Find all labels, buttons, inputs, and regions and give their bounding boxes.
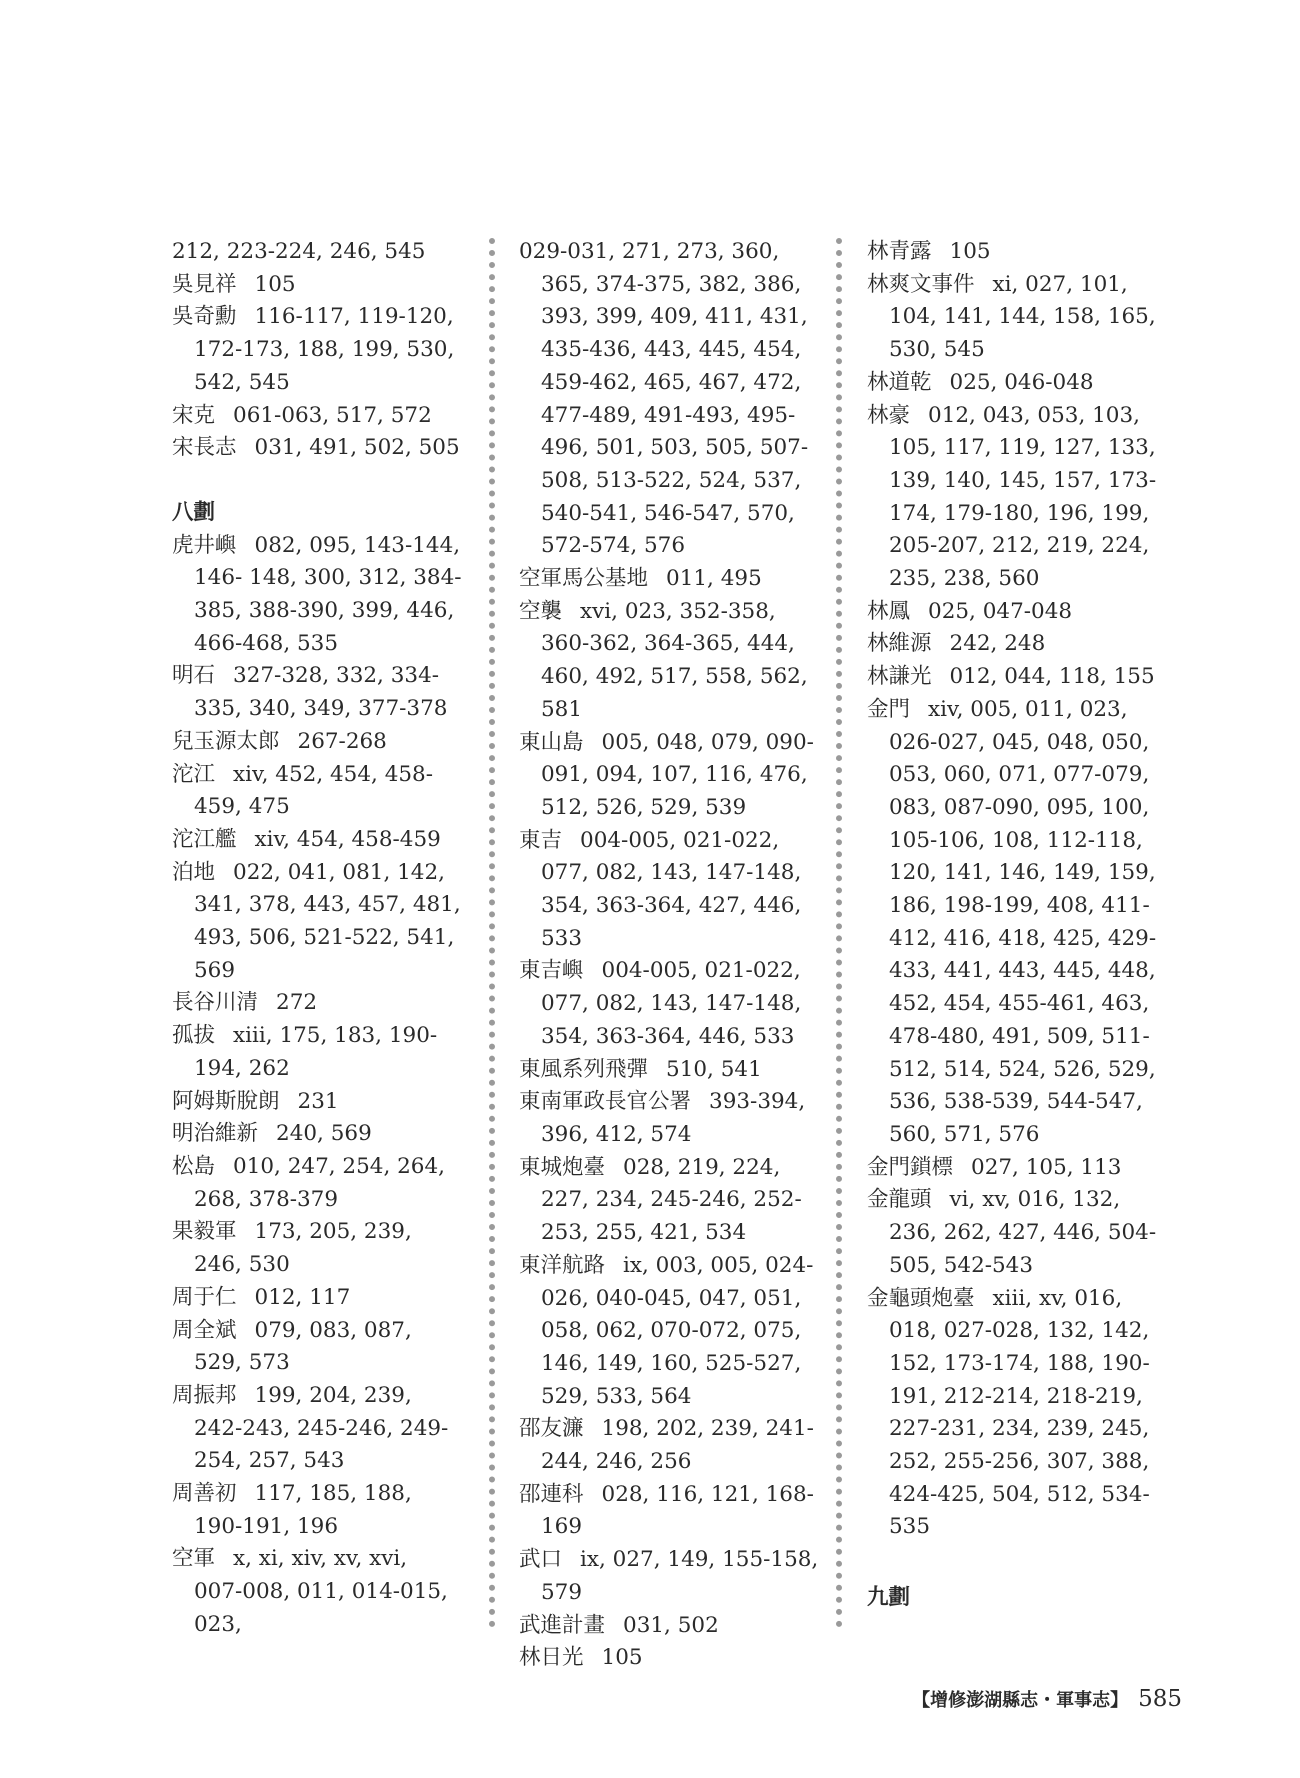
index-term: 周善初 <box>172 1481 237 1507</box>
index-entry <box>519 1250 829 1414</box>
page-references: x, xi, xiv, xv, xvi, 007-008, 011, 014-015, 023, <box>194 1546 448 1637</box>
index-entry <box>867 236 1167 269</box>
index-entry <box>867 661 1167 694</box>
index-entry <box>172 726 462 759</box>
page-references: 082, 095, 143-144, 146- 148, 300, 312, 384-385, 388-390, 399, 446, 466-468, 535 <box>194 532 462 656</box>
section-heading-8-strokes: 八劃 <box>172 499 216 525</box>
page-references: 025, 047-048 <box>928 598 1073 624</box>
page-references: 027, 105, 113 <box>971 1154 1122 1180</box>
index-term: 沱江 <box>172 761 216 787</box>
index-term: 吳見祥 <box>172 271 237 297</box>
page-references: 327-328, 332, 334-335, 340, 349, 377-378 <box>194 663 448 722</box>
index-entry <box>519 1413 829 1478</box>
index-entry <box>172 1151 462 1216</box>
page-references: 272 <box>276 990 318 1016</box>
index-entry <box>519 727 829 825</box>
index-entry <box>172 1020 462 1085</box>
page-references: 105 <box>254 271 296 297</box>
index-term: 東南軍政長官公署 <box>519 1089 692 1115</box>
page-references: xiv, 005, 011, 023, 026-027, 045, 048, 050, 053, 060, 071, 077-079, 083, 087-090, 095, 100, 105-106, 108, 112-118, 120, 141, 146, 149, 159, 186, 198-199, 408, 411-412, 416, 418, 425, 429-433, 441, 443, 445, 448, 452, 454, 455-461, 463, 478-480, 491, 509, 511-512, 514, 524, 526, 529, 536, 538-539, 544-547, 560, 571, 576 <box>889 696 1157 1147</box>
index-term: 阿姆斯脫朗 <box>172 1088 280 1114</box>
page-references: 011, 495 <box>666 566 762 592</box>
index-term: 林爽文事件 <box>867 271 975 297</box>
page-references: ix, 027, 149, 155-158, 579 <box>541 1547 819 1605</box>
column-divider <box>836 238 842 1628</box>
index-term: 林道乾 <box>867 369 932 395</box>
index-term: 武進計畫 <box>519 1612 606 1638</box>
book-title: 【增修澎湖縣志・軍事志】 <box>912 1690 1129 1711</box>
page-references: 028, 116, 121, 168-169 <box>541 1481 814 1540</box>
index-entry <box>172 1478 462 1543</box>
page-references: 005, 048, 079, 090-091, 094, 107, 116, 476, 512, 526, 529, 539 <box>541 729 814 820</box>
index-entry <box>172 987 462 1020</box>
index-entry <box>867 1152 1167 1185</box>
page-references: 198, 202, 239, 241-244, 246, 256 <box>541 1416 814 1475</box>
index-entry <box>172 660 462 725</box>
index-term: 林青露 <box>867 239 932 264</box>
page-references: 231 <box>297 1088 339 1114</box>
index-entry <box>172 1216 462 1281</box>
index-entry <box>519 955 829 1053</box>
page-references: 116-117, 119-120, 172-173, 188, 199, 530, 542, 545 <box>194 304 455 395</box>
index-term: 金龍頭 <box>867 1187 932 1213</box>
index-entry <box>519 563 829 596</box>
index-entry <box>172 857 462 988</box>
index-term: 空軍 <box>172 1546 216 1572</box>
page-references: 012, 043, 053, 103, 105, 117, 119, 127, 133, 139, 140, 145, 157, 173-174, 179-180, 196, 199, 205-207, 212, 219, 224, 235, 238, 560 <box>889 402 1157 592</box>
page-references: 242, 248 <box>949 631 1046 657</box>
index-term: 宋克 <box>172 402 216 428</box>
page-number: 585 <box>1138 1686 1182 1712</box>
index-entry <box>519 1610 829 1643</box>
index-entry <box>867 1283 1167 1545</box>
index-term: 松島 <box>172 1153 216 1179</box>
index-term: 明治維新 <box>172 1121 259 1147</box>
page-references: xiv, 452, 454, 458-459, 475 <box>194 761 433 820</box>
page-references: xiv, 454, 458-459 <box>254 826 441 852</box>
index-term: 長谷川清 <box>172 990 259 1016</box>
page-references: 012, 117 <box>254 1284 351 1310</box>
index-entry <box>867 269 1167 367</box>
index-entry <box>867 367 1167 400</box>
index-entry <box>867 628 1167 661</box>
page-references: 004-005, 021-022, 077, 082, 143, 147-148, 354, 363-364, 446, 533 <box>541 958 802 1049</box>
index-term: 虎井嶼 <box>172 532 237 558</box>
index-term: 林維源 <box>867 631 932 657</box>
index-term: 邵連科 <box>519 1481 584 1507</box>
index-term: 邵友濂 <box>519 1416 584 1442</box>
page-references: 199, 204, 239, 242-243, 245-246, 249-254, 257, 543 <box>194 1382 449 1474</box>
index-term: 林豪 <box>867 402 911 428</box>
page-references: 173, 205, 239, 246, 530 <box>194 1219 412 1278</box>
index-entry <box>867 694 1167 1152</box>
page-references: 510, 541 <box>666 1056 762 1082</box>
column-divider <box>489 238 495 1628</box>
page-references: 117, 185, 188, 190-191, 196 <box>194 1481 412 1539</box>
index-entry <box>519 1054 829 1087</box>
section-heading-9-strokes: 九劃 <box>867 1585 911 1611</box>
index-term: 宋長志 <box>172 435 237 461</box>
index-column-1 <box>172 236 462 1642</box>
index-entry <box>172 1543 462 1641</box>
page-references: 028, 219, 224, 227, 234, 245-246, 252-253, 255, 421, 534 <box>541 1154 802 1246</box>
index-term: 周于仁 <box>172 1284 237 1310</box>
page-references: 022, 041, 081, 142, 341, 378, 443, 457, 481, 493, 506, 521-522, 541, 569 <box>194 859 461 983</box>
index-term: 吳奇勳 <box>172 304 237 330</box>
page-references: vi, xv, 016, 132, 236, 262, 427, 446, 504-505, 542-543 <box>889 1187 1157 1278</box>
index-entry <box>172 1315 462 1380</box>
index-term: 東山島 <box>519 729 584 755</box>
index-entry <box>172 759 462 824</box>
index-entry <box>519 1086 829 1151</box>
page-references: 079, 083, 087, 529, 573 <box>194 1317 412 1376</box>
index-term: 武口 <box>519 1547 563 1573</box>
index-column-2 <box>519 236 829 1675</box>
page-references: 393-394, 396, 412, 574 <box>541 1089 806 1147</box>
index-entry <box>519 1479 829 1544</box>
index-term: 東風系列飛彈 <box>519 1056 649 1082</box>
page-references: xiii, xv, 016, 018, 027-028, 132, 142, 152, 173-174, 188, 190-191, 212-214, 218-219, 227-231, 234, 239, 245, 252, 255-256, 307, 388, 424-425, 504, 512, 534-535 <box>889 1285 1150 1540</box>
page-references: 031, 491, 502, 505 <box>254 435 460 461</box>
index-term: 明石 <box>172 663 216 689</box>
index-term: 東吉嶼 <box>519 958 584 984</box>
index-entry <box>172 1086 462 1119</box>
index-term: 東吉 <box>519 827 563 853</box>
index-entry <box>172 1282 462 1315</box>
page-references: xiii, 175, 183, 190-194, 262 <box>194 1023 438 1081</box>
index-term: 林鳳 <box>867 598 911 624</box>
index-entry <box>172 1118 462 1151</box>
page-references: 029-031, 271, 273, 360, 365, 374-375, 382, 386, 393, 399, 409, 411, 431, 435-436, 443, 445, 454, 459-462, 465, 467, 472, 477-489, 491-493, 495-496, 501, 503, 505, 507-508, 513-522, 524, 537, 540-541, 546-547, 570, 572-574, 576 <box>519 239 809 559</box>
page-references: 061-063, 517, 572 <box>233 402 432 428</box>
index-term: 空襲 <box>519 598 563 624</box>
page-references: 240, 569 <box>276 1121 372 1147</box>
index-term: 泊地 <box>172 859 216 885</box>
index-term: 東城炮臺 <box>519 1154 606 1180</box>
index-column-3 <box>867 236 1167 1615</box>
index-term: 周全斌 <box>172 1317 237 1343</box>
page-references: 012, 044, 118, 155 <box>949 664 1155 690</box>
index-entry <box>519 1152 829 1250</box>
index-term: 空軍馬公基地 <box>519 566 649 592</box>
index-term: 沱江艦 <box>172 826 237 852</box>
index-term: 林謙光 <box>867 664 932 690</box>
page-references: 031, 502 <box>623 1612 719 1638</box>
page-references: ix, 003, 005, 024-026, 040-045, 047, 051, 058, 062, 070-072, 075, 146, 149, 160, 525-527, 529, 533, 564 <box>541 1252 814 1409</box>
index-entry <box>519 1642 829 1675</box>
index-entry <box>172 236 462 269</box>
index-term: 果毅軍 <box>172 1219 237 1245</box>
page-references: 105 <box>949 239 991 264</box>
index-entry <box>172 432 462 465</box>
page-references: 010, 247, 254, 264, 268, 378-379 <box>194 1153 446 1212</box>
index-entry <box>519 596 829 727</box>
page-references: xvi, 023, 352-358, 360-362, 364-365, 444, 460, 492, 517, 558, 562, 581 <box>541 598 808 722</box>
index-term: 金門鎖標 <box>867 1154 954 1180</box>
index-entry <box>172 400 462 433</box>
page-references: 267-268 <box>297 728 387 754</box>
index-term: 林日光 <box>519 1645 584 1671</box>
index-entry <box>867 1184 1167 1282</box>
index-entry <box>172 1380 462 1478</box>
index-term: 東洋航路 <box>519 1252 606 1278</box>
index-term: 周振邦 <box>172 1382 237 1408</box>
page-references: 212, 223-224, 246, 545 <box>172 239 426 264</box>
index-entry <box>172 301 462 399</box>
page-references: xi, 027, 101, 104, 141, 144, 158, 165, 530, 545 <box>889 271 1156 363</box>
index-entry <box>867 400 1167 596</box>
index-entry <box>172 530 462 661</box>
index-term: 兒玉源太郎 <box>172 728 280 754</box>
page-references: 004-005, 021-022, 077, 082, 143, 147-148, 354, 363-364, 427, 446, 533 <box>541 827 802 951</box>
index-term: 金龜頭炮臺 <box>867 1285 975 1311</box>
page-references: 105 <box>601 1645 643 1671</box>
index-entry <box>519 1544 829 1609</box>
page-references: 025, 046-048 <box>949 369 1094 395</box>
index-entry <box>172 824 462 857</box>
index-entry <box>172 269 462 302</box>
index-entry <box>519 825 829 956</box>
index-term: 金門 <box>867 696 911 722</box>
index-term: 孤拔 <box>172 1023 216 1049</box>
index-entry <box>867 596 1167 629</box>
index-entry <box>519 236 829 563</box>
page-footer <box>882 1686 1182 1714</box>
